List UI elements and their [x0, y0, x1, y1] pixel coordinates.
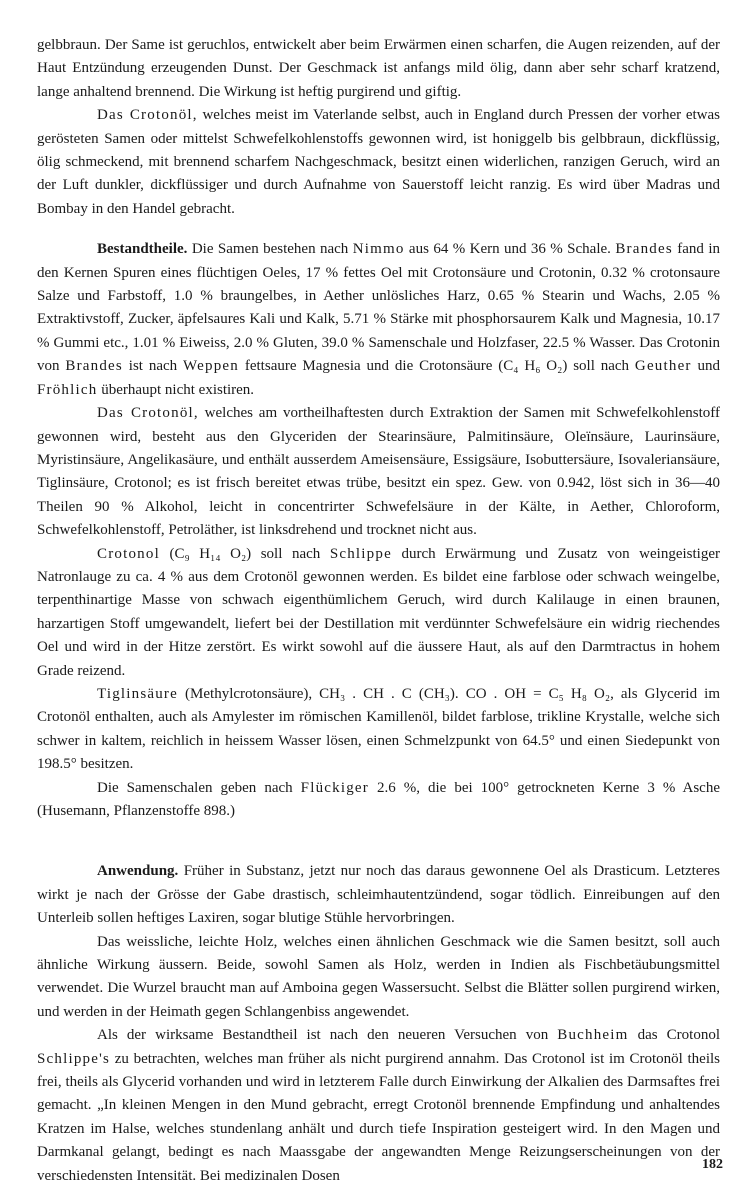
text-run: durch Erwärmung und Zusatz von weingeistiger Natronlauge zu ca. 4 % aus dem Crotonöl gewonnen werden. Es bildet eine farblose oder schwach weingelbe, terpenthinartige Masse von schwach eigenthümlichem Geruch, wird durch Kalilauge in einen braunen, harzartigen Stoff umgewandelt, liefert bei der Destillation mit verdünnter Schwefelsäure ein widrig riechendes Oel und wird in der Hitze zerstört. Es wirkt sowohl auf die äussere Haut, als auf den Darmtractus in hohem Grade reizend. [37, 545, 720, 679]
holz-paragraph: Das weissliche, leichte Holz, welches einen ähnlichen Geschmack wie die Samen besitzt, soll auch ähnliche Wirkung äussern. Beide, sowohl Samen als Holz, werden in Indien als Fischbetäubungsmittel verwendet. Die Wurzel braucht man auf Amboina gegen Wassersucht. Selbst die Blätter sollen purgirend wirken, und werden in der Heimath gegen Schlangenbiss angewendet. [37, 933, 720, 1020]
author-brandes-2: Brandes [65, 358, 123, 375]
text-run: (C₉ H₁₄ O₂) soll nach [159, 545, 330, 562]
text-run: Die Samen bestehen nach [187, 241, 353, 258]
text-run: zu betrachten, welches man früher als nicht purgirend annahm. Das Crotonol ist im Crotonöl theils frei, theils als Glycerid vorhanden und wird in letzterem Falle durch Einwirkung der Alkalien des Darmsaftes frei gemacht. „In kleinen Mengen in den Mund gebracht, erregt Crotonöl brennende Empfindung und anhaltendes Kratzen im Halse, welches stundenlang anhält und durch tiefe Inspiration gesteigert wird. In den Magen und Darmkanal gelangt, bedingt es nach Maassgabe der angewandten Menge Reizungserscheinungen von der verschiedensten Intensität. Bei medizinalen Dosen [37, 1050, 720, 1184]
author-buchheim: Buchheim [557, 1027, 629, 1044]
crotonoel-paragraph [37, 104, 720, 221]
intro-paragraph: gelbbraun. Der Same ist geruchlos, entwickelt aber beim Erwärmen einen scharfen, die Augen reizenden, auf der Haut Entzündung erzeugenden Dunst. Der Geschmack ist anfangs mild ölig, dann aber sehr scharf kratzend, lange anhaltend brennend. Die Wirkung ist heftig purgirend und giftig. [37, 37, 720, 100]
term-tiglinsaeure: Tiglinsäure [97, 685, 178, 702]
author-schlippes: Schlippe's [37, 1050, 111, 1067]
anwendung-paragraph [37, 860, 720, 930]
term-crotonoel: Das Crotonöl, [97, 107, 198, 124]
text-run: aus 64 % Kern und 36 % Schale. [404, 241, 616, 258]
text-run: fettsaure Magnesia und die Crotonsäure (C₄ H₆ O₂) soll nach [239, 358, 635, 375]
anwendung-heading: Anwendung. [97, 863, 179, 880]
text-run: welches am vortheilhaftesten durch Extraktion der Samen mit Schwefelkohlenstoff gewonnen wird, besteht aus den Glyceriden der Stearinsäure, Palmitinsäure, Oleïnsäure, Laurinsäure, Myristinsäure, Angelikasäure, und enthält ausserdem Ameisensäure, Essigsäure, Isobuttersäure, Isovaleriansäure, Tiglinsäure, Crotonol; es ist frisch bereitet etwas trübe, besitzt ein spez. Gew. von 0.942, löst sich in 36—40 Theilen 90 % Alkohol, leicht in concentrirter Schwefelsäure in der Kälte, in Aether, Chloroform, Schwefelkohlenstoff, Petroläther, ist linksdrehend und trocknet nicht aus. [37, 405, 720, 539]
text-run: Als der wirksame Bestandtheil ist nach den neueren Versuchen von [97, 1027, 558, 1044]
author-brandes: Brandes [615, 241, 673, 258]
bestandtheile-heading: Bestandtheile. [97, 241, 188, 258]
author-nimmo: Nimmo [352, 241, 405, 258]
samenschalen-paragraph [37, 777, 720, 824]
wirksamer-bestandtheil-paragraph [37, 1024, 720, 1188]
page-number: 182 [702, 1157, 723, 1172]
author-geuther: Geuther [634, 358, 692, 375]
author-weppen: Weppen [183, 358, 239, 375]
author-froehlich: Fröhlich [37, 381, 98, 398]
bestandtheile-paragraph [37, 238, 720, 402]
term-crotonoel-2: Das Crotonöl, [97, 405, 199, 422]
text-run: 2.6 %, die bei 100° getrockneten Kerne 3 % Asche (Husemann, Pflanzenstoffe 898.) [37, 779, 720, 819]
author-schlippe: Schlippe [329, 545, 392, 562]
crotonol-paragraph [37, 543, 720, 683]
term-crotonol: Crotonol [97, 545, 160, 562]
author-flueckiger: Flückiger [300, 779, 369, 796]
text-run: Früher in Substanz, jetzt nur noch das daraus gewonnene Oel als Drasticum. Letzteres wirkt je nach der Grösse der Gabe drastisch, schleimhautentzündend, sogar tödlich. Einreibungen auf den Unterleib sollen heftiges Laxiren, sogar blutige Stühle hervorbringen. [37, 863, 720, 927]
crotonoel-text: welches meist im Vaterlande selbst, auch in England durch Pressen der vorher etwas gerösteten Samen oder mittelst Schwefelkohlenstoffs gewonnen wird, ist honiggelb bis gelbbraun, dickflüssig, ölig schmeckend, mit brennend scharfem Nachgeschmack, besitzt einen widerlichen, ranzigen Geruch, wird an der Luft dunkler, dickflüssiger und durch Aufnahme von Sauerstoff leicht ranzig. Es wird über Madras und Bombay in den Handel gebracht. [37, 107, 721, 217]
crotonoel-composition-paragraph [37, 402, 720, 542]
text-run: (Methylcrotonsäure), CH₃ . CH . C (CH₃). CO . OH = C₅ H₈ O₂, als Glycerid im Crotonöl enthalten, auch als Amylester im römischen Kamillenöl, bildet farblose, trikline Krystalle, welche sich schwer in kaltem, reichlich in heissem Wasser lösen, einen Schmelzpunkt von 64.5° und einen Siedepunkt von 198.5° besitzen. [37, 685, 720, 773]
text-run: ist nach [122, 358, 184, 375]
text-run: und [691, 358, 721, 375]
tiglinsaeure-paragraph [37, 683, 720, 777]
text-run: Die Samenschalen geben nach [97, 779, 301, 796]
text-run: das Crotonol [628, 1027, 720, 1044]
text-run: überhaupt nicht existiren. [97, 381, 255, 398]
text-run: fand in den Kernen Spuren eines flüchtigen Oeles, 17 % fettes Oel mit Crotonsäure und Crotonin, 0.32 % crotonsaure Salze und Farbstoff, 1.0 % braungelbes, in Aether unlösliches Harz, 0.65 % Stearin und Wachs, 2.05 % Extraktivstoff, Zucker, äpfelsaures Kali und Kalk, 5.71 % Stärke mit phosphorsaurem Kalk und Magnesia, 10.17 % Gummi etc., 1.01 % Eiweiss, 2.0 % Gluten, 39.0 % Samenschale und Holzfaser, 22.5 % Wasser. Das Crotonin von [37, 241, 720, 375]
